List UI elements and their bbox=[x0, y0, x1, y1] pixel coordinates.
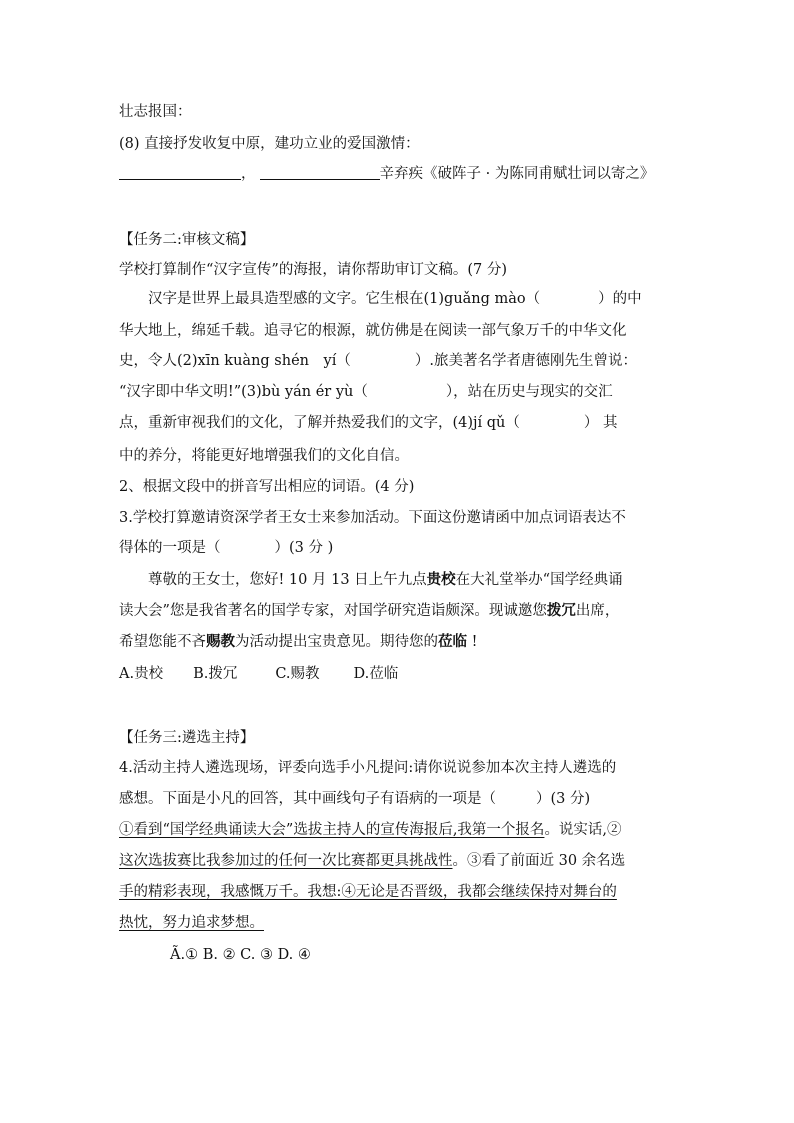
question-8: (8) 直接抒发收复中原，建功立业的爱国激情： bbox=[119, 136, 420, 152]
answer-blank[interactable] bbox=[260, 165, 380, 180]
invitation-line: 尊敬的王女士，您好! 10 月 13 日上午九点贵校在大礼堂举办“国学经典诵 bbox=[148, 571, 623, 588]
task-2-title: 【任务二:审核文稿】 bbox=[119, 232, 255, 248]
question-3: 3.学校打算邀请资深学者王女士来参加活动。下面这份邀请函中加点词语表达不 bbox=[119, 510, 626, 526]
option-a[interactable]: A.贵校 bbox=[119, 666, 164, 682]
passage-line: 中的养分，将能更好地增强我们的文化自信。 bbox=[119, 448, 409, 464]
question-4: 4.活动主持人遴选现场，评委向选手小凡提问:请你说说参加本次主持人遴选的 bbox=[119, 760, 617, 776]
underlined-sentence: 手的精彩表现，我感慨万千 bbox=[119, 884, 293, 900]
underlined-sentence: ①看到“国学经典诵读大会”选拔主持人的宣传海报后,我第一个报名 bbox=[119, 822, 545, 838]
invitation-line: 读大会”您是我省著名的国学专家，对国学研究造诣颇深。现诚邀您拨冗出席， bbox=[119, 602, 620, 619]
options-line bbox=[119, 664, 398, 684]
task-3-title: 【任务三:遴选主持】 bbox=[119, 730, 255, 746]
question-8-answer-line: ， 辛弃疾《破阵子 · 为陈同甫赋壮词以寄之》 bbox=[119, 164, 654, 184]
sentence-line: ①看到“国学经典诵读大会”选拔主持人的宣传海报后,我第一个报名。说实话,② bbox=[119, 822, 622, 838]
task-2-intro: 学校打算制作“汉字宣传”的海报，请你帮助审订文稿。(7 分) bbox=[119, 262, 507, 278]
passage-line: 史，令人(2)xīn kuàng shén yí（ ）.旅美著名学者唐德刚先生曾说： bbox=[119, 353, 637, 369]
poem-source: 辛弃疾《破阵子 · 为陈同甫赋壮词以寄之》 bbox=[379, 166, 655, 182]
question-2: 2、根据文段中的拼音写出相应的词语。(4 分) bbox=[119, 479, 415, 495]
passage-line: 汉字是世界上最具造型感的文字。它生根在(1)guǎng mào（ ）的中 bbox=[148, 291, 642, 307]
passage-line: 点，重新审视我们的文化，了解并热爱我们的文字，(4)jí qǔ（ ） 其 bbox=[119, 415, 618, 431]
question-3-cont: 得体的一项是（ ）(3 分 ) bbox=[119, 540, 334, 556]
text-line: 壮志报国： bbox=[119, 104, 192, 120]
answer-options[interactable]: Ã.① B. ② C. ③ D. ④ bbox=[170, 947, 311, 963]
dotted-word: 莅临 bbox=[438, 633, 467, 650]
underlined-sentence: 热忱，努力追求梦想。 bbox=[119, 915, 264, 931]
answer-blank[interactable] bbox=[119, 165, 241, 180]
underlined-sentence: 这次选拔赛比我参加过的任何一次比赛都更具挑战性 bbox=[119, 853, 453, 869]
option-d[interactable]: D.莅临 bbox=[353, 666, 399, 682]
dotted-word: 拨冗 bbox=[546, 602, 576, 619]
sentence-line: 这次选拔赛比我参加过的任何一次比赛都更具挑战性。③看了前面近 30 余名选 bbox=[119, 853, 626, 869]
passage-line: 华大地上，绵延千载。追寻它的根源，就仿佛是在阅读一部气象万千的中华文化 bbox=[119, 323, 627, 339]
dotted-word: 贵校 bbox=[426, 571, 456, 588]
option-c[interactable]: C.赐教 bbox=[275, 666, 320, 682]
passage-line: “汉字即中华文明!”(3)bù yán ér yù（ ），站在历史与现实的交汇 bbox=[119, 384, 613, 400]
invitation-line: 希望您能不吝赐教为活动提出宝贵意见。期待您的莅临 ! bbox=[119, 633, 478, 650]
sentence-line bbox=[119, 913, 264, 933]
dotted-word: 赐教 bbox=[206, 633, 235, 650]
question-4-cont: 感想。下面是小凡的回答，其中画线句子有语病的一项是（ ）(3 分) bbox=[119, 791, 591, 807]
sentence-line: 手的精彩表现，我感慨万千。我想:④无论是否晋级，我都会继续保持对舞台的 bbox=[119, 884, 617, 900]
option-b[interactable]: B.拨冗 bbox=[193, 666, 238, 682]
